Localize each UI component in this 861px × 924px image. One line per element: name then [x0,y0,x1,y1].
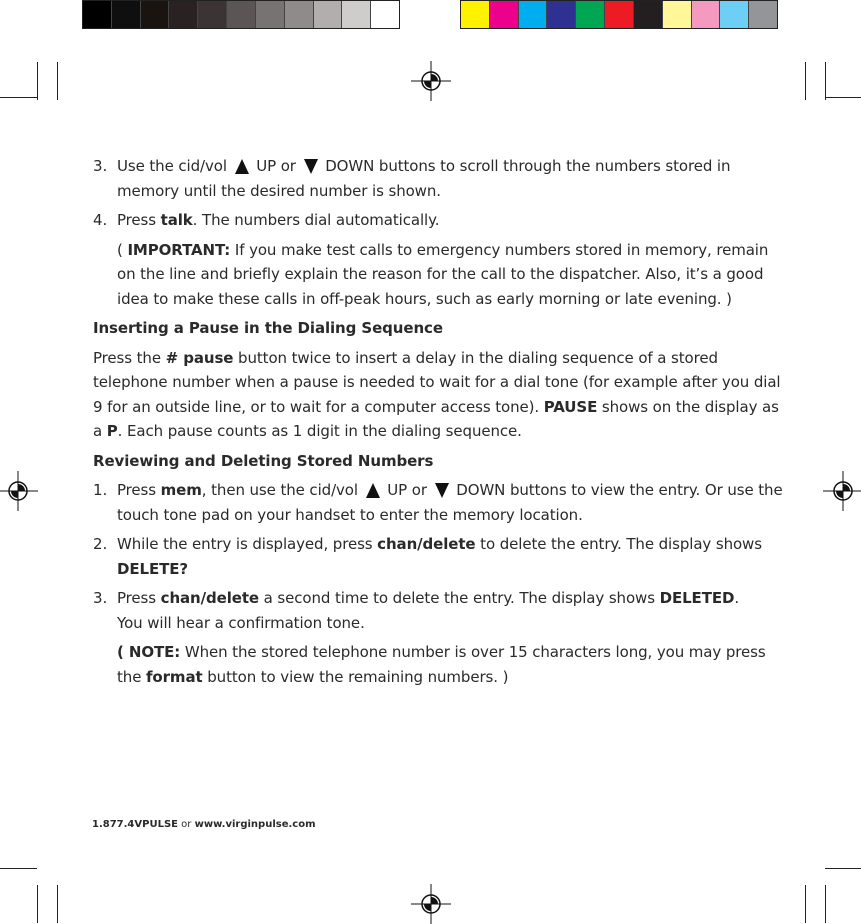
color-swatch [461,1,490,28]
crop-mark [805,62,806,100]
crop-mark [37,885,38,923]
color-swatch [198,1,227,28]
crop-mark [57,885,58,923]
color-swatch [547,1,576,28]
registration-mark-icon [411,884,451,924]
key-name: talk [160,211,193,229]
down-arrow-icon [304,159,318,174]
color-swatch [663,1,692,28]
note-paragraph: ( NOTE: When the stored telephone number is over 15 characters long, you may press the format button to view the remaining numbers. ) [117,643,766,686]
color-swatch [141,1,170,28]
step-number: 2. [93,535,108,553]
color-swatch [285,1,314,28]
step-text: Use the cid/vol UP or DOWN buttons to scroll through the numbers stored in memory until the desired number is shown. [117,157,731,200]
manual-page-content [93,154,783,694]
step-number: 3. [93,157,108,175]
list-item [93,154,783,203]
color-swatch [83,1,112,28]
down-arrow-icon [435,483,449,498]
crop-mark [0,868,37,869]
step-number: 4. [93,211,108,229]
step-text: Press chan/delete a second time to delete the entry. The display shows DELETED. You will hear a confirmation tone. [117,589,739,632]
color-swatch [576,1,605,28]
color-swatch [720,1,749,28]
step-text: While the entry is displayed, press chan/delete to delete the entry. The display shows DELETE? [117,535,762,578]
crop-mark [825,868,861,869]
up-arrow-icon [366,483,380,498]
color-swatch [371,1,399,28]
color-swatch [519,1,548,28]
crop-mark [825,97,861,98]
support-phone: 1.877.4VPULSE [92,819,178,830]
color-swatch [605,1,634,28]
grayscale-swatch-bar [82,0,400,29]
crop-mark [825,62,826,100]
step-number: 1. [93,481,108,499]
color-swatch [490,1,519,28]
list-item [93,586,783,635]
section-heading: Inserting a Pause in the Dialing Sequence [93,319,443,337]
list-item [93,478,783,527]
crop-mark [825,885,826,923]
color-swatch [749,1,777,28]
list-item [93,532,783,581]
color-swatch [256,1,285,28]
crop-mark [37,62,38,100]
registration-mark-icon [823,471,861,511]
step-text: Press talk. The numbers dial automatically. [117,211,440,229]
website-link[interactable]: www.virginpulse.com [194,819,316,830]
color-swatch [112,1,141,28]
section-heading: Reviewing and Deleting Stored Numbers [93,451,434,470]
color-swatch [342,1,371,28]
step-number: 3. [93,589,108,607]
footer-contact: 1.877.4VPULSE or www.virginpulse.com [92,819,316,830]
important-note: ( IMPORTANT: If you make test calls to emergency numbers stored in memory, remain on the line and briefly explain the reason for the call to the dispatcher. Also, it’s a good idea to make these calls in off-peak hours, such as early morning or late evening. ) [117,240,769,308]
up-arrow-icon [235,159,249,174]
color-swatch [169,1,198,28]
registration-mark-icon [411,61,451,101]
list-item [93,208,783,233]
step-text: Press mem, then use the cid/vol UP or DOWN buttons to view the entry. Or use the touch tone pad on your handset to enter the memory location. [117,481,783,524]
color-swatch-bar [460,0,778,29]
registration-mark-icon [0,471,38,511]
color-swatch [227,1,256,28]
crop-mark [0,97,37,98]
color-swatch [314,1,343,28]
crop-mark [57,62,58,100]
color-swatch [634,1,663,28]
pause-paragraph: Press the # pause button twice to insert a delay in the dialing sequence of a stored telephone number when a pause is needed to wait for a dial tone (for example after you dial 9 for an outside line, or to wait for a computer access tone). PAUSE shows on the display as a P. Each pause counts as 1 digit in the dialing sequence. [93,348,781,440]
color-swatch [692,1,721,28]
crop-mark [805,885,806,923]
